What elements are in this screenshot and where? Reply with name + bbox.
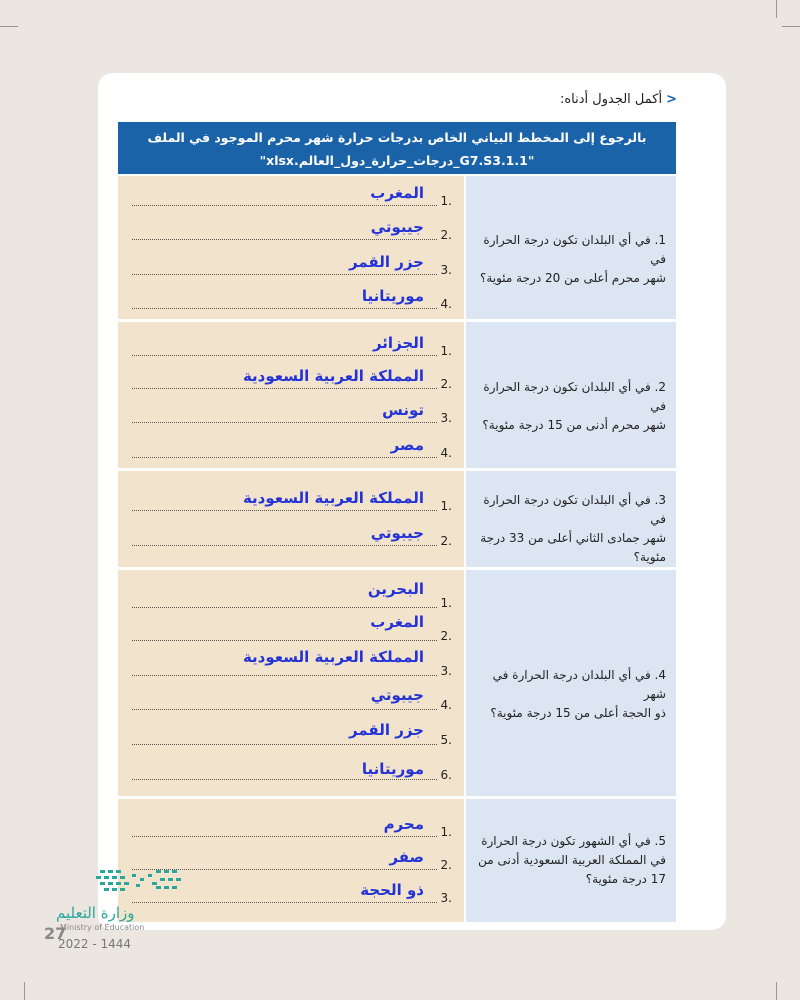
answer-line[interactable] (132, 438, 452, 460)
question-text (476, 231, 666, 288)
answer-line[interactable] (132, 760, 452, 782)
line-number: 1. (440, 499, 452, 513)
question-line: مئوية؟ (633, 550, 666, 564)
line-number: 1. (440, 194, 452, 208)
question-line: 5. في أي الشهور تكون درجة الحرارة (481, 834, 666, 848)
question-line: 1. في أي البلدان تكون درجة الحرارة في (483, 233, 666, 266)
instruction (560, 92, 677, 107)
ministry-name-en: Ministry of Education (60, 923, 145, 932)
answer-text: محرم (383, 815, 424, 833)
answer-line[interactable] (132, 491, 452, 513)
answer-text: المملكة العربية السعودية (242, 489, 424, 507)
question-line: في المملكة العربية السعودية أدنى من (478, 853, 666, 867)
answer-line[interactable] (132, 721, 452, 747)
line-number: 2. (440, 377, 452, 391)
line-number: 4. (440, 446, 452, 460)
answer-text: الجزائر (372, 334, 424, 352)
answer-cell (118, 570, 464, 796)
answer-text: جيبوتي (370, 218, 424, 236)
line-number: 1. (440, 344, 452, 358)
table-row (118, 176, 676, 319)
answer-line[interactable] (132, 336, 452, 358)
question-line: شهر محرم أدنى من 15 درجة مئوية؟ (482, 418, 666, 432)
line-number: 2. (440, 228, 452, 242)
chevron-icon: < (666, 92, 677, 107)
answer-line[interactable] (132, 613, 452, 643)
line-number: 5. (440, 733, 452, 747)
answer-text: صفر (389, 848, 424, 866)
line-number: 3. (440, 263, 452, 277)
question-cell (466, 471, 676, 567)
question-line: 17 درجة مئوية؟ (585, 872, 666, 886)
line-number: 4. (440, 698, 452, 712)
year-label: 2022 - 1444 (58, 937, 132, 951)
question-line: شهر جمادى الثاني أعلى من 33 درجة (480, 531, 666, 545)
answer-line[interactable] (132, 580, 452, 610)
ministry-name-ar: وزارة التعليم (56, 904, 135, 922)
answer-text: المغرب (370, 184, 424, 202)
line-number: 2. (440, 534, 452, 548)
answer-line[interactable] (132, 255, 452, 277)
line-number: 2. (440, 629, 452, 643)
table-row (118, 799, 676, 922)
answer-cell (118, 471, 464, 567)
table-row (118, 471, 676, 567)
answer-text: جيبوتي (370, 524, 424, 542)
answer-line[interactable] (132, 648, 452, 678)
line-number: 4. (440, 297, 452, 311)
question-line: 2. في أي البلدان تكون درجة الحرارة في (483, 380, 666, 413)
line-number: 1. (440, 596, 452, 610)
question-cell (466, 570, 676, 796)
answer-line[interactable] (132, 369, 452, 391)
question-cell (466, 799, 676, 922)
answer-line[interactable] (132, 526, 452, 548)
question-text (476, 491, 666, 567)
question-text (476, 378, 666, 435)
answer-text: المغرب (370, 613, 424, 631)
crop-mark (24, 982, 25, 1000)
answer-line[interactable] (132, 289, 452, 311)
table-row (118, 322, 676, 468)
answer-cell (118, 176, 464, 319)
answer-text: المملكة العربية السعودية (242, 367, 424, 385)
line-number: 2. (440, 858, 452, 872)
question-line: شهر محرم أعلى من 20 درجة مئوية؟ (479, 271, 666, 285)
table-header (118, 122, 676, 174)
answer-line[interactable] (132, 817, 452, 839)
answer-text: جيبوتي (370, 686, 424, 704)
header-line-1: بالرجوع إلى المخطط البياني الخاص بدرجات حرارة شهر محرم الموجود في الملف (147, 130, 647, 145)
instruction-text: أكمل الجدول أدناه: (559, 92, 663, 107)
answer-text: جزر القمر (349, 253, 424, 271)
line-number: 6. (440, 768, 452, 782)
answer-text: المملكة العربية السعودية (242, 648, 424, 666)
question-line: 4. في أي البلدان درجة الحرارة في شهر (492, 668, 666, 701)
answer-text: موريتانيا (361, 287, 424, 305)
question-line: ذو الحجة أعلى من 15 درجة مئوية؟ (490, 706, 666, 720)
answer-text: جزر القمر (349, 721, 424, 739)
question-text (476, 832, 666, 889)
question-cell (466, 176, 676, 319)
question-text (476, 666, 666, 723)
answer-line[interactable] (132, 403, 452, 425)
crop-mark (0, 26, 18, 27)
answer-text: البحرين (367, 580, 424, 598)
answer-line[interactable] (132, 220, 452, 242)
answer-line[interactable] (132, 186, 452, 208)
crop-mark (776, 0, 777, 18)
crop-mark (776, 982, 777, 1000)
answer-text: موريتانيا (361, 760, 424, 778)
answer-cell (118, 322, 464, 468)
page-number: 27 (44, 924, 67, 943)
line-number: 3. (440, 411, 452, 425)
table-row (118, 570, 676, 796)
answer-line[interactable] (132, 686, 452, 712)
line-number: 1. (440, 825, 452, 839)
crop-mark (782, 26, 800, 27)
line-number: 3. (440, 664, 452, 678)
ministry-logo (56, 866, 196, 940)
answer-text: مصر (390, 436, 424, 454)
answer-text: تونس (382, 401, 424, 419)
question-cell (466, 322, 676, 468)
question-line: 3. في أي البلدان تكون درجة الحرارة في (483, 493, 666, 526)
line-number: 3. (440, 891, 452, 905)
answer-text: ذو الحجة (360, 881, 424, 899)
header-line-2: "G7.S3.1.1_درجات_حرارة_دول_العالم.xlsx" (259, 153, 535, 168)
